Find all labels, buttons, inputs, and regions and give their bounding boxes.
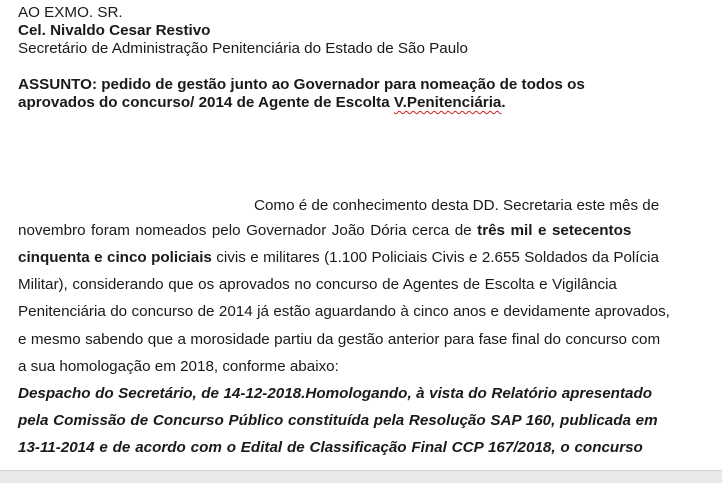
- paragraph-line-6: e mesmo sabendo que a morosidade partiu da gestão anterior para fase final do concurso com: [18, 331, 661, 348]
- paragraph-line-3-text: civis e militares (1.100 Policiais Civis e 2.655 Soldados da Polícia: [211, 249, 659, 266]
- quote-line-1: Despacho do Secretário, de 14-12-2018.Homologando, à vista do Relatório apresentado: [18, 385, 653, 402]
- recipient-name: Cel. Nivaldo Cesar Restivo: [18, 22, 211, 39]
- salutation: AO EXMO. SR.: [18, 4, 123, 21]
- subject-line-2-text: aprovados do concurso/ 2014 de Agente de Escolta: [18, 94, 394, 111]
- paragraph-line-1: Como é de conhecimento desta DD. Secretaria este mês de: [254, 197, 660, 214]
- paragraph-line-2-text: novembro foram nomeados pelo Governador João Dória cerca de: [18, 222, 478, 239]
- paragraph-line-4: Militar), considerando que os aprovados no concurso de Agentes de Escolta e Vigilância: [18, 276, 617, 293]
- horizontal-scrollbar[interactable]: [0, 470, 722, 483]
- recipient-title: Secretário de Administração Penitenciária do Estado de São Paulo: [18, 40, 468, 57]
- highlight-number-text: três mil e setecentos: [477, 222, 632, 239]
- quote-line-2: pela Comissão de Concurso Público constituída pela Resolução SAP 160, publicada em: [18, 412, 658, 429]
- subject-line-2-end: .: [501, 94, 506, 111]
- paragraph-line-7: a sua homologação em 2018, conforme abaixo:: [18, 358, 339, 375]
- paragraph-line-3: [18, 248, 698, 267]
- highlight-policiais-text: cinquenta e cinco policiais: [18, 249, 212, 266]
- paragraph-line-5: Penitenciária do concurso de 2014 já estão aguardando à cinco anos e devidamente aprovados,: [18, 303, 670, 320]
- quote-line-3: 13-11-2014 e de acordo com o Edital de Classificação Final CCP 167/2018, o concurso: [18, 439, 643, 456]
- subject-line-2: [18, 93, 506, 112]
- misspelled-word[interactable]: V.Penitenciária: [393, 94, 502, 111]
- paragraph-line-2: [18, 221, 698, 240]
- subject-line-1: ASSUNTO: pedido de gestão junto ao Governador para nomeação de todos os: [18, 76, 585, 93]
